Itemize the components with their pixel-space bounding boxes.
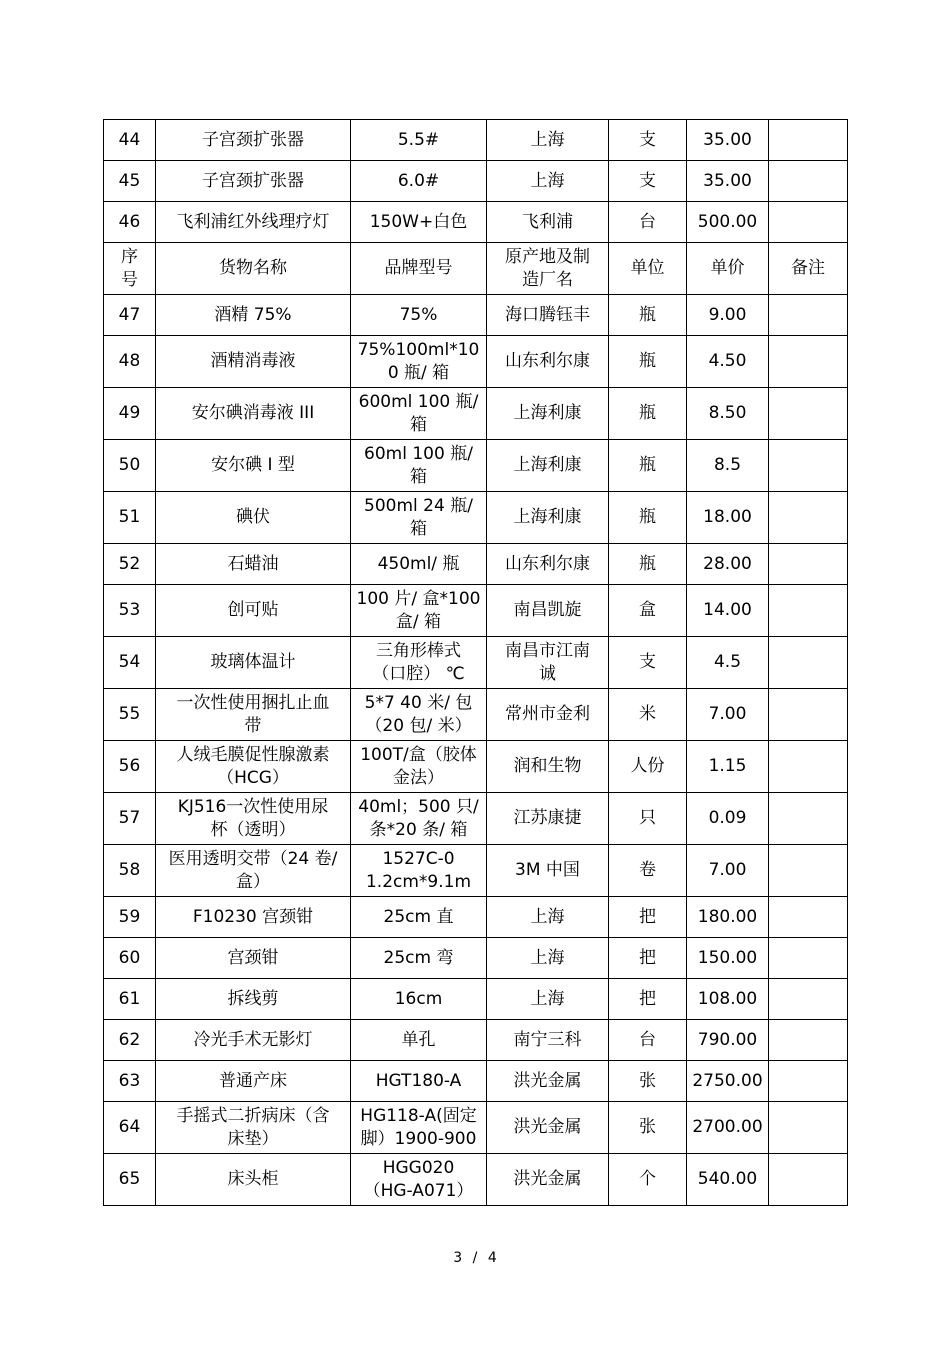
cell-unit: 支 — [609, 161, 687, 202]
table-row — [104, 637, 848, 689]
cell-unit: 瓶 — [609, 440, 687, 492]
cell-line: （HCG） — [217, 767, 289, 788]
cell-line: KJ516一次性使用尿 — [177, 796, 329, 817]
cell-line: 600ml 100 瓶/ — [358, 391, 479, 412]
table-row — [104, 585, 848, 637]
table-row — [104, 741, 848, 793]
cell-no: 50 — [104, 440, 156, 492]
cell-model — [351, 295, 487, 336]
cell-unit: 米 — [609, 689, 687, 741]
cell-line: 脚）1900-900 — [360, 1128, 477, 1149]
cell-line: 冷光手术无影灯 — [193, 1029, 313, 1050]
cell-origin — [487, 1020, 609, 1061]
table-row — [104, 1102, 848, 1154]
cell-remark — [769, 295, 848, 336]
cell-line: 宫颈钳 — [227, 947, 279, 968]
cell-origin — [487, 388, 609, 440]
cell-line: 飞利浦 — [522, 211, 573, 232]
cell-origin — [487, 585, 609, 637]
cell-origin — [487, 1154, 609, 1206]
cell-no: 58 — [104, 845, 156, 897]
cell-price: 790.00 — [687, 1020, 769, 1061]
page-number — [0, 1250, 950, 1266]
cell-remark — [769, 741, 848, 793]
cell-model — [351, 544, 487, 585]
cell-line: 箱 — [410, 414, 427, 435]
cell-origin — [487, 793, 609, 845]
cell-unit: 瓶 — [609, 388, 687, 440]
cell-origin — [487, 120, 609, 161]
cell-line: 金法） — [393, 767, 444, 788]
total-pages: 4 — [487, 1250, 497, 1266]
cell-line: 三角形棒式 — [376, 640, 461, 661]
cell-remark — [769, 1102, 848, 1154]
cell-name — [156, 161, 351, 202]
cell-name — [156, 1102, 351, 1154]
cell-price: 4.50 — [687, 336, 769, 388]
cell-unit: 张 — [609, 1102, 687, 1154]
cell-no: 46 — [104, 202, 156, 243]
cell-line: 医用透明交带（24 卷/ — [168, 848, 338, 869]
cell-remark — [769, 689, 848, 741]
cell-remark — [769, 585, 848, 637]
cell-name — [156, 585, 351, 637]
cell-remark — [769, 793, 848, 845]
table-row — [104, 979, 848, 1020]
cell-remark — [769, 1154, 848, 1206]
cell-remark — [769, 161, 848, 202]
cell-no: 59 — [104, 897, 156, 938]
table-row — [104, 1020, 848, 1061]
cell-line: 床垫） — [227, 1128, 279, 1149]
cell-no: 47 — [104, 295, 156, 336]
cell-price: 14.00 — [687, 585, 769, 637]
cell-name — [156, 544, 351, 585]
header-unit: 单位 — [609, 243, 687, 295]
cell-unit: 人份 — [609, 741, 687, 793]
cell-line: 25cm 弯 — [383, 947, 454, 968]
cell-line: 1527C-0 — [382, 848, 455, 869]
cell-unit: 台 — [609, 202, 687, 243]
cell-origin — [487, 1102, 609, 1154]
cell-no: 60 — [104, 938, 156, 979]
cell-name — [156, 979, 351, 1020]
cell-line: 山东利尔康 — [505, 553, 590, 574]
cell-price: 0.09 — [687, 793, 769, 845]
cell-price: 1.15 — [687, 741, 769, 793]
table-row — [104, 440, 848, 492]
cell-line: 洪光金属 — [513, 1169, 582, 1189]
cell-line: 创可贴 — [227, 600, 279, 620]
cell-origin — [487, 979, 609, 1020]
table-row — [104, 938, 848, 979]
header-model: 品牌型号 — [351, 243, 487, 295]
cell-no: 54 — [104, 637, 156, 689]
cell-origin — [487, 544, 609, 585]
cell-line: 1.2cm*9.1m — [365, 871, 472, 892]
cell-line: 常州市金利 — [505, 704, 590, 724]
cell-line: 0 瓶/ 箱 — [387, 362, 450, 383]
cell-line: 手摇式二折病床（含 — [176, 1105, 330, 1126]
cell-name — [156, 1061, 351, 1102]
cell-model — [351, 120, 487, 161]
cell-line: HGT180-A — [375, 1070, 462, 1091]
cell-origin — [487, 161, 609, 202]
table-body-top — [104, 120, 848, 243]
cell-no: 57 — [104, 793, 156, 845]
cell-remark — [769, 979, 848, 1020]
cell-line: 带 — [244, 715, 262, 736]
cell-line: 盒） — [236, 871, 270, 892]
cell-price: 2700.00 — [687, 1102, 769, 1154]
page-separator: / — [472, 1250, 478, 1266]
cell-line: 酒精 75% — [214, 304, 292, 325]
cell-no: 51 — [104, 492, 156, 544]
cell-unit: 个 — [609, 1154, 687, 1206]
cell-line: 洪光金属 — [513, 1117, 582, 1137]
cell-no: 45 — [104, 161, 156, 202]
cell-line: 5.5# — [397, 129, 440, 150]
cell-name — [156, 938, 351, 979]
cell-line: 16cm — [394, 988, 443, 1009]
cell-remark — [769, 388, 848, 440]
cell-line: 75%100ml*10 — [357, 339, 480, 360]
cell-origin — [487, 897, 609, 938]
cell-line: 子宫颈扩张器 — [202, 129, 304, 150]
cell-line: 5*7 40 米/ 包 — [364, 692, 473, 713]
cell-name — [156, 492, 351, 544]
cell-unit: 只 — [609, 793, 687, 845]
cell-price: 7.00 — [687, 845, 769, 897]
cell-line: 上海 — [530, 947, 565, 968]
header-remark: 备注 — [769, 243, 848, 295]
cell-model — [351, 897, 487, 938]
cell-no: 44 — [104, 120, 156, 161]
cell-model — [351, 492, 487, 544]
cell-price: 180.00 — [687, 897, 769, 938]
cell-line: 6.0# — [397, 170, 440, 191]
table-row — [104, 295, 848, 336]
cell-price: 8.5 — [687, 440, 769, 492]
cell-unit: 把 — [609, 938, 687, 979]
cell-name — [156, 845, 351, 897]
cell-origin — [487, 492, 609, 544]
cell-line: 酒精消毒液 — [210, 351, 296, 371]
header-name: 货物名称 — [156, 243, 351, 295]
cell-line: 海口腾钰丰 — [505, 304, 590, 325]
cell-line: 盒/ 箱 — [395, 611, 442, 632]
table-row — [104, 492, 848, 544]
cell-line: 条*20 条/ 箱 — [369, 819, 468, 840]
header-row — [104, 243, 848, 295]
cell-line: 40ml；500 只/ — [358, 796, 479, 817]
cell-line: 子宫颈扩张器 — [202, 170, 304, 191]
cell-line: 25cm 直 — [383, 906, 454, 927]
cell-line: 450ml/ 瓶 — [377, 553, 460, 574]
cell-no: 49 — [104, 388, 156, 440]
cell-model — [351, 440, 487, 492]
cell-remark — [769, 938, 848, 979]
cell-remark — [769, 202, 848, 243]
cell-line: 上海利康 — [513, 403, 582, 423]
cell-no: 48 — [104, 336, 156, 388]
cell-unit: 瓶 — [609, 336, 687, 388]
cell-no: 65 — [104, 1154, 156, 1206]
table-row — [104, 689, 848, 741]
cell-line: 上海利康 — [513, 507, 582, 527]
table-row — [104, 544, 848, 585]
cell-unit: 支 — [609, 637, 687, 689]
cell-line: 润和生物 — [513, 756, 582, 776]
cell-line: 上海利康 — [513, 455, 582, 475]
cell-no: 62 — [104, 1020, 156, 1061]
cell-price: 7.00 — [687, 689, 769, 741]
cell-remark — [769, 1020, 848, 1061]
cell-unit: 台 — [609, 1020, 687, 1061]
cell-line: 江苏康捷 — [513, 808, 582, 828]
table-row — [104, 793, 848, 845]
table-header — [104, 243, 848, 295]
cell-price: 500.00 — [687, 202, 769, 243]
header-seq: 序 号 — [104, 243, 156, 295]
current-page: 3 — [453, 1250, 463, 1266]
cell-line: 拆线剪 — [227, 988, 279, 1009]
cell-name — [156, 388, 351, 440]
cell-origin — [487, 440, 609, 492]
cell-origin — [487, 741, 609, 793]
cell-line: 杯（透明） — [210, 819, 296, 840]
cell-line: 一次性使用捆扎止血 — [176, 692, 330, 713]
cell-price: 35.00 — [687, 120, 769, 161]
table-row — [104, 388, 848, 440]
cell-unit: 瓶 — [609, 544, 687, 585]
cell-line: 南昌凯旋 — [513, 600, 582, 620]
table-row — [104, 120, 848, 161]
cell-line: 安尔碘消毒液 III — [191, 403, 315, 423]
cell-name — [156, 897, 351, 938]
cell-line: F10230 宫颈钳 — [192, 906, 314, 927]
cell-origin — [487, 689, 609, 741]
cell-price: 9.00 — [687, 295, 769, 336]
cell-name — [156, 637, 351, 689]
cell-line: 洪光金属 — [513, 1070, 582, 1091]
cell-model — [351, 979, 487, 1020]
cell-line: 60ml 100 瓶/ — [364, 443, 473, 464]
cell-model — [351, 793, 487, 845]
cell-price: 18.00 — [687, 492, 769, 544]
cell-line: HGG020 — [382, 1157, 455, 1178]
cell-unit: 把 — [609, 897, 687, 938]
cell-unit: 瓶 — [609, 492, 687, 544]
cell-remark — [769, 492, 848, 544]
cell-model — [351, 336, 487, 388]
cell-no: 64 — [104, 1102, 156, 1154]
table-row — [104, 845, 848, 897]
table-row — [104, 1061, 848, 1102]
cell-no: 52 — [104, 544, 156, 585]
cell-model — [351, 1061, 487, 1102]
price-list-table — [103, 119, 848, 1206]
cell-line: （口腔） ℃ — [372, 663, 465, 684]
cell-model — [351, 689, 487, 741]
cell-name — [156, 1020, 351, 1061]
cell-unit: 支 — [609, 120, 687, 161]
cell-origin — [487, 637, 609, 689]
cell-name — [156, 689, 351, 741]
cell-line: 碘伏 — [236, 507, 270, 527]
cell-line: 3M 中国 — [515, 860, 580, 880]
cell-unit: 瓶 — [609, 295, 687, 336]
cell-remark — [769, 637, 848, 689]
cell-unit: 盒 — [609, 585, 687, 637]
cell-line: 箱 — [410, 518, 427, 539]
cell-no: 55 — [104, 689, 156, 741]
cell-origin — [487, 1061, 609, 1102]
cell-origin — [487, 336, 609, 388]
cell-model — [351, 637, 487, 689]
cell-name — [156, 440, 351, 492]
cell-price: 8.50 — [687, 388, 769, 440]
cell-origin — [487, 938, 609, 979]
cell-price: 2750.00 — [687, 1061, 769, 1102]
cell-line: 上海 — [530, 170, 565, 191]
cell-line: 诚 — [539, 663, 556, 684]
cell-line: 100 片/ 盒*100 — [356, 588, 481, 609]
cell-model — [351, 1154, 487, 1206]
cell-line: 南宁三科 — [513, 1029, 582, 1050]
cell-origin — [487, 202, 609, 243]
cell-unit: 把 — [609, 979, 687, 1020]
cell-unit: 张 — [609, 1061, 687, 1102]
cell-line: 500ml 24 瓶/ — [364, 495, 473, 516]
cell-no: 61 — [104, 979, 156, 1020]
cell-remark — [769, 845, 848, 897]
cell-line: 安尔碘 I 型 — [211, 455, 295, 475]
cell-origin — [487, 845, 609, 897]
cell-remark — [769, 440, 848, 492]
cell-no: 63 — [104, 1061, 156, 1102]
cell-name — [156, 336, 351, 388]
cell-line: 上海 — [530, 988, 565, 1009]
table-row — [104, 897, 848, 938]
cell-price: 150.00 — [687, 938, 769, 979]
cell-name — [156, 741, 351, 793]
cell-line: 人绒毛膜促性腺激素 — [176, 744, 330, 765]
cell-line: 床头柜 — [227, 1169, 279, 1189]
cell-line: （HG-A071） — [363, 1180, 474, 1201]
cell-line: 飞利浦红外线理疗灯 — [176, 211, 330, 232]
cell-remark — [769, 336, 848, 388]
cell-model — [351, 1102, 487, 1154]
cell-name — [156, 120, 351, 161]
cell-model — [351, 845, 487, 897]
cell-line: 箱 — [410, 466, 427, 487]
cell-line: 100T/盒（胶体 — [360, 744, 477, 765]
cell-name — [156, 793, 351, 845]
cell-model — [351, 202, 487, 243]
cell-line: 普通产床 — [219, 1070, 287, 1091]
cell-price: 28.00 — [687, 544, 769, 585]
cell-price: 108.00 — [687, 979, 769, 1020]
cell-remark — [769, 544, 848, 585]
header-price: 单价 — [687, 243, 769, 295]
cell-line: 75% — [399, 304, 438, 325]
cell-price: 4.5 — [687, 637, 769, 689]
table-body-bottom — [104, 295, 848, 1206]
cell-line: 150W+白色 — [369, 211, 468, 232]
cell-model — [351, 388, 487, 440]
cell-line: 单孔 — [401, 1029, 436, 1050]
cell-model — [351, 161, 487, 202]
cell-remark — [769, 120, 848, 161]
table-row — [104, 161, 848, 202]
table-row — [104, 202, 848, 243]
cell-remark — [769, 897, 848, 938]
cell-no: 56 — [104, 741, 156, 793]
cell-name — [156, 202, 351, 243]
header-origin: 原产地及制 造厂名 — [487, 243, 609, 295]
cell-model — [351, 741, 487, 793]
table-row — [104, 336, 848, 388]
cell-line: 石蜡油 — [227, 553, 279, 574]
cell-no: 53 — [104, 585, 156, 637]
cell-line: 南昌市江南 — [505, 640, 590, 661]
cell-unit: 卷 — [609, 845, 687, 897]
table-row — [104, 1154, 848, 1206]
cell-line: （20 包/ 米） — [365, 715, 472, 736]
cell-remark — [769, 1061, 848, 1102]
cell-name — [156, 1154, 351, 1206]
cell-line: 山东利尔康 — [505, 351, 590, 371]
cell-line: 上海 — [530, 129, 565, 150]
cell-price: 540.00 — [687, 1154, 769, 1206]
cell-name — [156, 295, 351, 336]
cell-line: 上海 — [530, 906, 565, 927]
cell-model — [351, 938, 487, 979]
cell-line: 玻璃体温计 — [210, 652, 296, 672]
cell-model — [351, 585, 487, 637]
cell-line: HG118-A(固定 — [360, 1105, 477, 1126]
cell-model — [351, 1020, 487, 1061]
cell-origin — [487, 295, 609, 336]
cell-price: 35.00 — [687, 161, 769, 202]
